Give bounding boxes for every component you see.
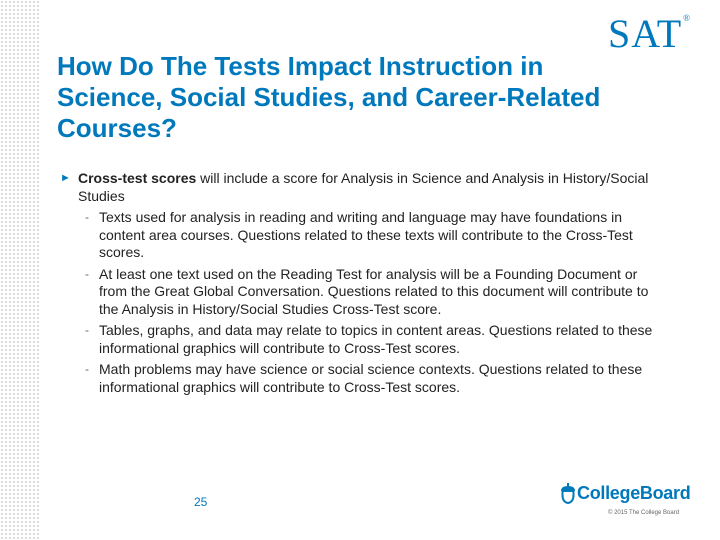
sub-bullet-item	[60, 361, 660, 396]
collegeboard-logo	[559, 482, 690, 504]
acorn-icon	[559, 482, 577, 504]
triangle-bullet-icon: ►	[60, 172, 71, 184]
sub-bullet-text: At least one text used on the Reading Test for analysis will be a Founding Document or from the Great Global Conversation. Questions related to this document will contribute to the Analysis in History/Social Studies Cross-Test score.	[99, 265, 649, 317]
sub-bullet-text: Tables, graphs, and data may relate to topics in content areas. Questions related to these informational graphics will contribute to Cross-Test scores.	[99, 322, 653, 356]
sub-bullet-item	[60, 266, 660, 319]
collegeboard-wordmark: CollegeBoard	[577, 482, 691, 503]
slide-content	[60, 170, 660, 400]
dash-marker: -	[85, 210, 89, 224]
sub-bullet-item	[60, 209, 660, 262]
copyright-notice: © 2015 The College Board	[608, 510, 680, 516]
dash-marker: -	[85, 266, 89, 281]
slide-title: How Do The Tests Impact Instruction in Science, Social Studies, and Career-Related Courses?	[57, 51, 601, 143]
sat-trademark: ®	[683, 13, 691, 23]
sub-bullet-text: Texts used for analysis in reading and writing and language may have foundations in content area courses. Questions related to these texts will contribute to the Cross-Test scores.	[99, 209, 633, 260]
sub-bullet-item	[60, 322, 660, 357]
dotted-side-pattern	[0, 0, 40, 540]
sat-logo-text: SAT	[608, 11, 683, 56]
dash-marker: -	[85, 362, 89, 376]
dash-marker: -	[85, 323, 89, 337]
main-bullet-bold: Cross-test scores	[78, 170, 197, 186]
sat-logo	[608, 11, 691, 56]
sub-bullet-list	[60, 209, 660, 396]
sub-bullet-text: Math problems may have science or social science contexts. Questions related to these informational graphics will contribute to Cross-Test scores.	[99, 361, 643, 395]
main-bullet-text: will include a score for Analysis in Science and Analysis in History/Social Studies	[78, 170, 649, 204]
page-number: 25	[194, 495, 208, 509]
main-bullet	[60, 170, 660, 205]
